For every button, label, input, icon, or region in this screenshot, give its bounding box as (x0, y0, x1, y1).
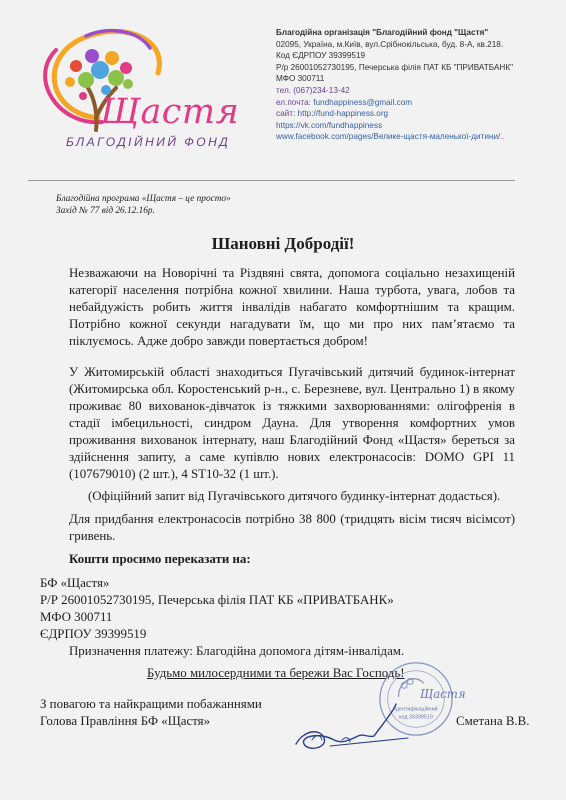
logo-subtitle: БЛАГОДІЙНИЙ ФОНД (66, 135, 231, 149)
org-edrpou: Код ЄДРПОУ 39399519 (276, 51, 366, 61)
closing-position: Голова Правління БФ «Щастя» (40, 714, 211, 728)
signer-name: Сметана В.В. (456, 714, 530, 728)
transfer-heading: Кошти просимо переказати на: (69, 552, 251, 566)
org-vk-link: https://vk.com/fundhappiness (276, 120, 383, 130)
paragraph-official-request: (Офіційний запит від Пугачівського дитячого будинку-інтернат додасться). (88, 489, 501, 503)
svg-text:код 39399519: код 39399519 (399, 714, 433, 721)
org-account: Р/р 26001052730195, Печерська філія ПАТ КБ "ПРИВАТБАНК" (276, 62, 513, 72)
greeting-heading: Шановні Добродії! (211, 234, 355, 253)
org-site: сайт: http://fund-happiness.org (276, 109, 389, 119)
paragraph-request: У Житомирській області знаходиться Пугачівський дитячий будинок-інтернат (Житомирська обл. Коростенський р-н., с. Березневе, вул. Центрально 1) в якому проживає 80 вихованок-дівчаток із тяжкими захворюваннями: олігофренія в стадії імбецильності, синдром Дауна. Для утворення комфортних умов проживання вихованок інтернату, наш Благодійний Фонд «Щастя» береться за здійснення запиту, а саме купівлю нових електронасосів: DOMO GPI 11 (107679010) (2 шт.), 4 ST10-32 (1 шт.). (69, 365, 515, 481)
org-facebook-link: www.facebook.com/pages/Велике-щастя-маленької-дитини/.. (276, 132, 505, 142)
handwritten-signature (290, 700, 420, 760)
org-address: 02095, Україна, м.Київ, вул.Срібнокільська, буд. 8-А, кв.218. (276, 39, 504, 49)
bank-edrpou: ЄДРПОУ 39399519 (40, 627, 147, 641)
paragraph-amount: Для придбання електронасосів потрібно 38 800 (тридцять вісім тисяч вісімсот) гривень. (69, 512, 515, 543)
blessing-line: Будьмо милосердними та бережи Вас Господь! (147, 666, 405, 680)
program-reference: Благодійна програма «Щастя – це просто» Захід № 77 від 26.12.16р. (56, 194, 231, 216)
svg-text:Ідентифікаційний: Ідентифікаційний (394, 706, 438, 713)
svg-text:Щастя: Щастя (419, 687, 466, 702)
org-mfo: МФО 300711 (276, 74, 325, 84)
header-divider (28, 180, 515, 181)
org-phone: тел. (067)234-13-42 (276, 85, 350, 95)
paragraph-intro: Незважаючи на Новорічні та Різдвяні свята, допомога соціально незахищеній категорії населення потрібна кожної хвилини. Наша турбота, увага, лобов та небайдужість робить життя інвалідів набагато комфортнішим та кращим. Потрібно кожної секунди нагадувати їм, що ми про них пам’ятаємо та піклуємось. Адже добро завжди повертається добром! (69, 266, 515, 348)
org-title-line: Благодійна організація "Благодійний фонд "Щастя" (276, 28, 489, 37)
payment-purpose: Призначення платежу: Благодійна допомога дітям-інвалідам. (69, 644, 405, 658)
logo-wordmark: Щастя (100, 92, 240, 132)
closing-regards: З повагою та найкращими побажаннями (40, 697, 262, 711)
org-email: ел.почта: fundhappiness@gmail.com (276, 97, 413, 107)
bank-account: Р/Р 26001052730195, Печерська філія ПАТ КБ «ПРИВАТБАНК» (40, 593, 394, 607)
bank-recipient: БФ «Щастя» (40, 576, 110, 590)
organization-details (276, 27, 513, 143)
bank-mfo: МФО 300711 (40, 610, 113, 624)
